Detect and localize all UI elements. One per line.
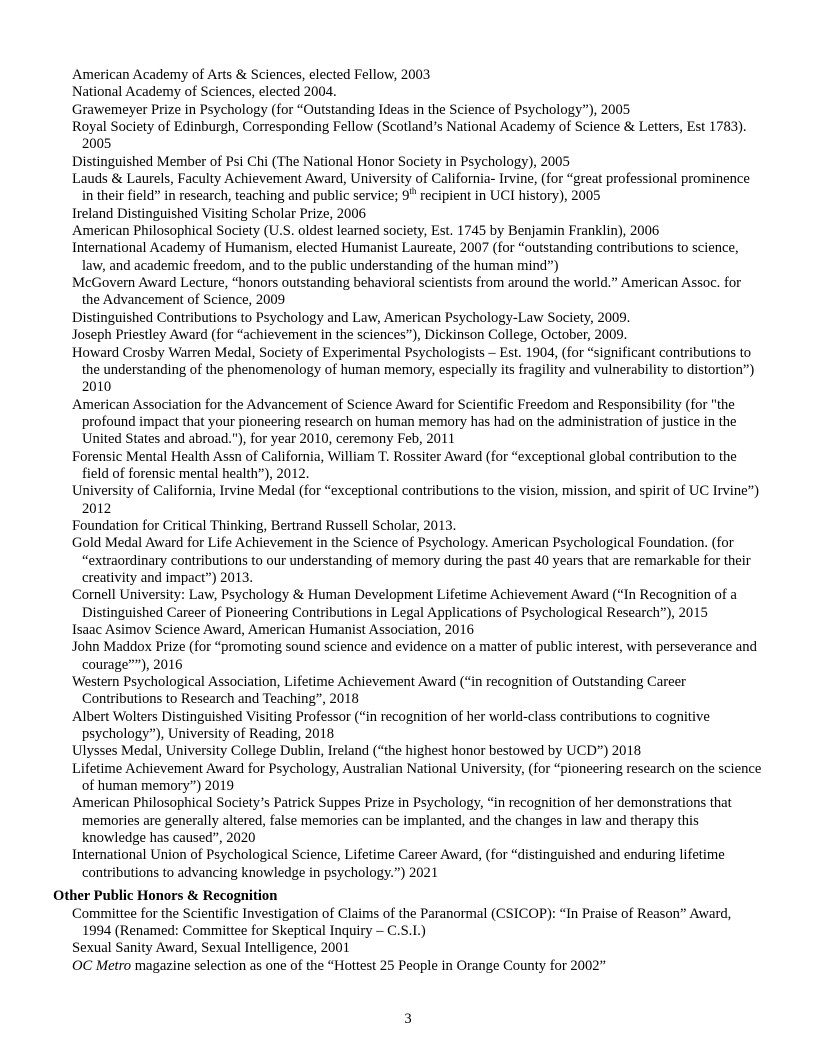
list-item: Distinguished Contributions to Psychology and Law, American Psychology-Law Society, 2009. xyxy=(72,309,631,326)
list-item: John Maddox Prize (for “promoting sound science and evidence on a matter of public interest, with perseverance and courage””), 2016 xyxy=(72,639,757,673)
honors-list xyxy=(53,67,762,975)
list-item: Joseph Priestley Award (for “achievement in the sciences”), Dickinson College, October, 2009. xyxy=(72,327,628,344)
list-item: American Philosophical Society’s Patrick Suppes Prize in Psychology, “in recognition of her demonstrations that memories are generally altered, false memories can be implanted, and the changes in law and therapy this knowledge has caused”, 2020 xyxy=(72,795,732,847)
list-item-oc-metro xyxy=(72,958,762,975)
list-item: American Academy of Arts & Sciences, elected Fellow, 2003 xyxy=(72,67,431,83)
list-item: Distinguished Member of Psi Chi (The National Honor Society in Psychology), 2005 xyxy=(72,153,570,170)
list-item: National Academy of Sciences, elected 2004. xyxy=(72,84,337,101)
list-item: Albert Wolters Distinguished Visiting Professor (“in recognition of her world-class contributions to cognitive psychology”), University of Reading, 2018 xyxy=(72,708,710,743)
list-item: Howard Crosby Warren Medal, Society of Experimental Psychologists – Est. 1904, (for “significant contributions to the understanding of the phenomenology of human memory, especially its fragility and vulnerability to distortion”) 2010 xyxy=(72,344,755,396)
list-item: Grawemeyer Prize in Psychology (for “Outstanding Ideas in the Science of Psychology”), 2005 xyxy=(72,101,631,118)
list-item: Ulysses Medal, University College Dublin, Ireland (“the highest honor bestowed by UCD”) 2018 xyxy=(72,743,642,760)
list-item: McGovern Award Lecture, “honors outstanding behavioral scientists from around the world.” American Assoc. for the Advancement of Science, 2009 xyxy=(72,275,741,309)
oc-metro-text: magazine selection as one of the “Hottest 25 People in Orange County for 2002” xyxy=(131,957,607,974)
list-item: Lifetime Achievement Award for Psychology, Australian National University, (for “pioneering research on the science of human memory”) 2019 xyxy=(72,760,762,795)
page-number: 3 xyxy=(404,1011,412,1027)
list-item: Gold Medal Award for Life Achievement in the Science of Psychology. American Psychological Foundation. (for “extraordinary contributions to our understanding of memory during the past 40 years that are remarkable for their creativity and impact”) 2013. xyxy=(72,535,751,586)
list-item: Sexual Sanity Award, Sexual Intelligence, 2001 xyxy=(72,940,350,957)
list-item: Forensic Mental Health Assn of California, William T. Rossiter Award (for “exceptional global contribution to the field of forensic mental health”), 2012. xyxy=(72,448,737,482)
list-item: American Association for the Advancement of Science Award for Scientific Freedom and Responsibility (for "the profound impact that your pioneering research on human memory has had on the administration of justice in the United States and abroad."), for year 2010, ceremony Feb, 2011 xyxy=(72,396,737,448)
list-item-lauds xyxy=(72,171,762,206)
list-item: Cornell University: Law, Psychology & Human Development Lifetime Achievement Award (“In Recognition of a Distinguished Career of Pioneering Contributions in Legal Applications of Psychological Research”), 2015 xyxy=(72,587,737,621)
list-item: American Philosophical Society (U.S. oldest learned society, Est. 1745 by Benjamin Franklin), 2006 xyxy=(72,223,660,240)
list-item: Isaac Asimov Science Award, American Humanist Association, 2016 xyxy=(72,622,474,638)
publication-title: OC Metro xyxy=(72,957,132,974)
list-item: Royal Society of Edinburgh, Corresponding Fellow (Scotland’s National Academy of Science & Letters, Est 1783). 2005 xyxy=(72,119,747,153)
list-item: University of California, Irvine Medal (for “exceptional contributions to the vision, mission, and spirit of UC Irvine”) 2012 xyxy=(72,483,759,517)
list-item: Western Psychological Association, Lifetime Achievement Award (“in recognition of Outstanding Career Contributions to Research and Teaching”, 2018 xyxy=(72,674,686,708)
list-item: Ireland Distinguished Visiting Scholar Prize, 2006 xyxy=(72,205,366,222)
section-heading-other-honors: Other Public Honors & Recognition xyxy=(53,888,278,905)
list-item: International Academy of Humanism, elected Humanist Laureate, 2007 (for “outstanding contributions to science, law, and academic freedom, and to the public understanding of the human mind”) xyxy=(72,240,739,274)
lauds-text-end: recipient in UCI history), 2005 xyxy=(416,188,601,205)
list-item: Foundation for Critical Thinking, Bertrand Russell Scholar, 2013. xyxy=(72,517,457,534)
lauds-ordinal-suffix: th xyxy=(409,186,417,197)
list-item: Committee for the Scientific Investigation of Claims of the Paranormal (CSICOP): “In Praise of Reason” Award, 1994 (Renamed: Committee for Skeptical Inquiry – C.S.I.) xyxy=(72,905,732,939)
lauds-text: Lauds & Laurels, Faculty Achievement Award, University of California- Irvine, (for “great professional prominence in their field” in research, teaching and public service; 9 xyxy=(72,171,750,205)
list-item: International Union of Psychological Science, Lifetime Career Award, (for “distinguished and enduring lifetime contributions to advancing knowledge in psychology.”) 2021 xyxy=(72,847,725,881)
